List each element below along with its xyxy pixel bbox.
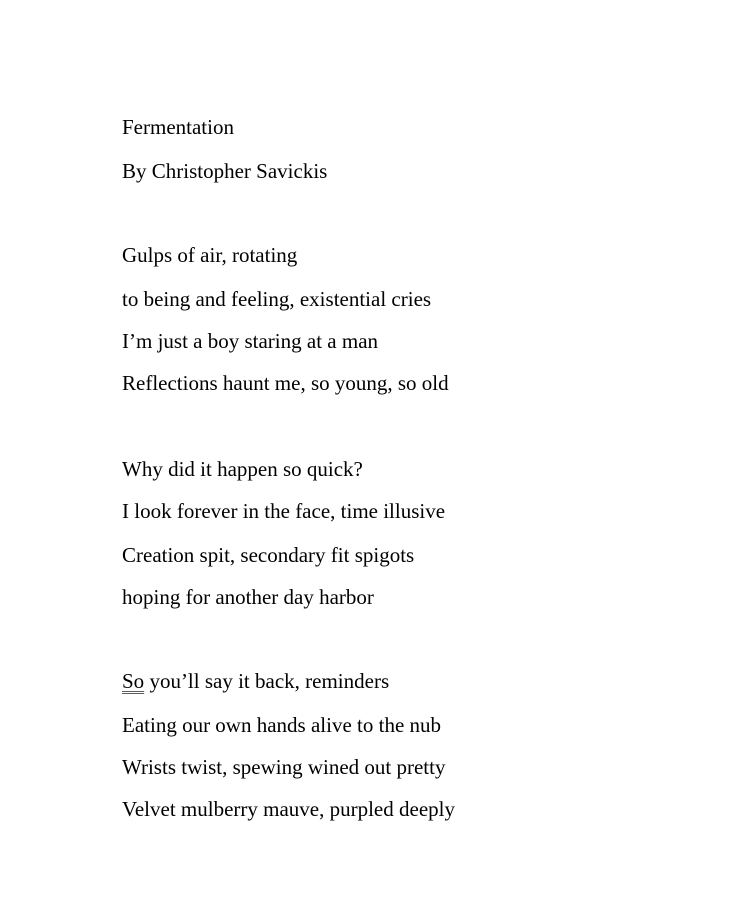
stanza-2-line-3: Creation spit, secondary fit spigots xyxy=(122,543,415,567)
stanza-2-line-1: Why did it happen so quick? xyxy=(122,457,363,481)
stanza-3-line-2: Eating our own hands alive to the nub xyxy=(122,713,442,737)
stanza-3-line-1 xyxy=(122,668,389,694)
stanza-1-line-2: to being and feeling, existential cries xyxy=(122,287,432,311)
stanza-1-line-4: Reflections haunt me, so young, so old xyxy=(122,371,449,395)
spellcheck-marked-word[interactable]: So xyxy=(122,669,145,693)
stanza-1-line-1: Gulps of air, rotating xyxy=(122,243,298,267)
poem-title: Fermentation xyxy=(122,115,234,139)
stanza-2-line-4: hoping for another day harbor xyxy=(122,585,374,609)
stanza-3-line-1-rest: you’ll say it back, reminders xyxy=(144,669,390,693)
stanza-3-line-4: Velvet mulberry mauve, purpled deeply xyxy=(122,797,455,821)
poem-byline: By Christopher Savickis xyxy=(122,159,328,183)
stanza-3-line-3: Wrists twist, spewing wined out pretty xyxy=(122,755,446,779)
stanza-1-line-3: I’m just a boy staring at a man xyxy=(122,329,379,353)
stanza-2-line-2: I look forever in the face, time illusive xyxy=(122,499,446,523)
